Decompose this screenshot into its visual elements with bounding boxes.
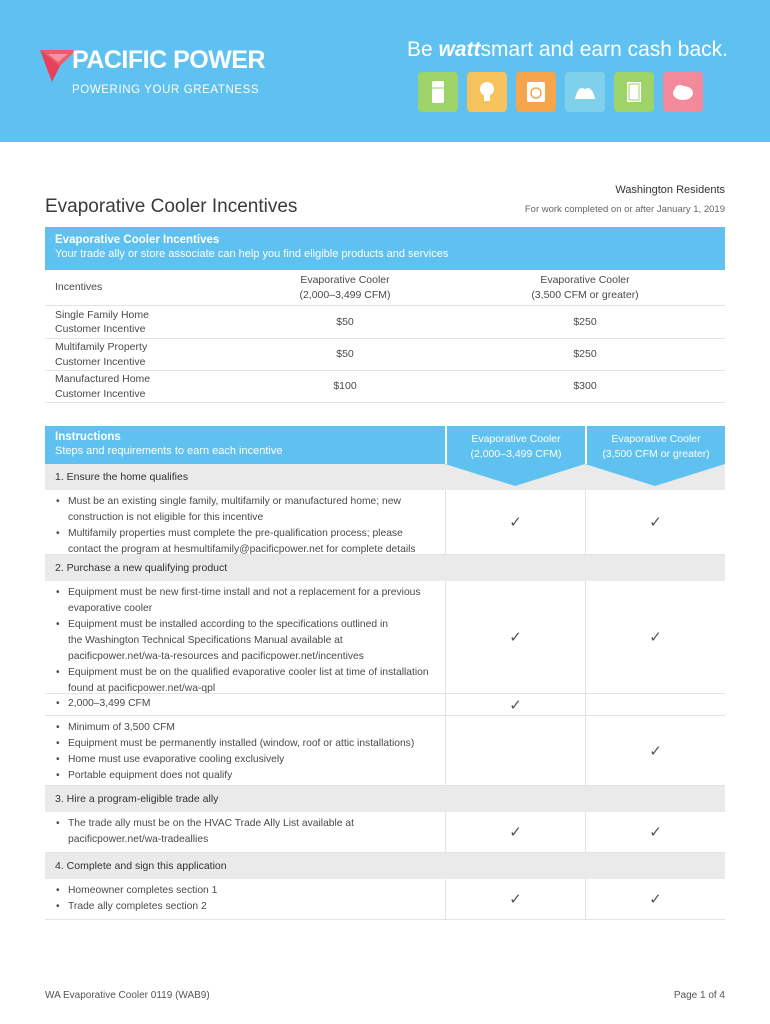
list-item: • Equipment must be on the qualified evaporative cooler list at time of installation found at pacificpower.net/wa-qpl	[55, 665, 435, 697]
check-icon: ✓	[445, 581, 585, 693]
list-item: • Equipment must be new first-time install and not a replacement for a previous evaporative cooler	[55, 585, 435, 617]
instructions-table	[45, 426, 725, 920]
cooling-icon	[565, 72, 605, 112]
step-1-header: 1. Ensure the home qualifies	[45, 464, 725, 490]
step-2-header: 2. Purchase a new qualifying product	[45, 555, 725, 581]
check-icon: ✓	[585, 716, 725, 785]
incentive-value: $50	[336, 348, 354, 361]
table-row: Single Family Home Customer Incentive $50 $250	[45, 306, 725, 339]
list-item: • 2,000–3,499 CFM	[55, 696, 435, 712]
promo-headline: Be wattsmart and earn cash back.	[407, 38, 728, 61]
list-item: • Portable equipment does not qualify	[55, 768, 435, 784]
incentive-value: $100	[333, 380, 357, 393]
audience-label: Washington Residents	[615, 184, 725, 196]
step-1-requirements	[45, 490, 725, 555]
list-item: • Home must use evaporative cooling exclusively	[55, 752, 435, 768]
col-incentives: Incentives	[55, 281, 103, 294]
col-small-cooler: Evaporative Cooler (2,000–3,499 CFM)	[445, 426, 585, 464]
program-icons	[418, 72, 703, 112]
col-small-cooler: Evaporative Cooler (2,000–3,499 CFM)	[299, 273, 391, 301]
incentives-table-header	[45, 227, 725, 270]
step-2-large-cfm	[45, 716, 725, 786]
list-item: • Multifamily properties must complete the pre-qualification process; please contact the program at hesmultifamily@pacificpower.net for complete details	[55, 526, 435, 558]
instructions-subheading: Steps and requirements to earn each incentive	[55, 445, 283, 457]
check-icon: ✓	[445, 879, 585, 919]
incentive-value: $250	[573, 348, 597, 361]
list-item: • The trade ally must be on the HVAC Trade Ally List available at pacificpower.net/wa-tradeallies	[55, 816, 435, 848]
incentive-value: $50	[336, 315, 354, 328]
brand-tagline: POWERING YOUR GREATNESS	[72, 84, 260, 96]
table-row: Manufactured Home Customer Incentive $100 $300	[45, 371, 725, 403]
instructions-heading: Instructions	[55, 431, 121, 443]
incentives-table	[45, 227, 725, 403]
check-icon: ✓	[585, 812, 725, 852]
insulation-icon	[663, 72, 703, 112]
check-icon: ✓	[445, 490, 585, 554]
check-icon: ✓	[585, 581, 725, 693]
incentives-column-headers	[45, 270, 725, 306]
work-date-note: For work completed on or after January 1, 2019	[524, 204, 725, 215]
list-item: • Equipment must be installed according to the specifications outlined in the Washington Technical Specifications Manual available at pacificpower.net/wa-ta-resources and pacificpower.net/incentives	[55, 617, 435, 665]
list-item: • Trade ally completes section 2	[55, 899, 435, 915]
lightbulb-icon	[467, 72, 507, 112]
page-number: Page 1 of 4	[673, 990, 725, 1001]
incentives-subheading: Your trade ally or store associate can help you find eligible products and services	[55, 248, 449, 260]
check-icon: ✓	[585, 490, 725, 554]
step-3-header: 3. Hire a program-eligible trade ally	[45, 786, 725, 812]
list-item: • Equipment must be permanently installed (window, roof or attic installations)	[55, 736, 435, 752]
check-icon: ✓	[445, 694, 585, 715]
col-large-cooler: Evaporative Cooler (3,500 CFM or greater)	[531, 273, 639, 301]
header-banner	[0, 0, 770, 142]
washer-icon	[516, 72, 556, 112]
incentive-value: $250	[573, 315, 597, 328]
form-id: WA Evaporative Cooler 0119 (WAB9)	[45, 990, 210, 1001]
brand-name: PACIFIC POWER	[72, 46, 266, 74]
list-item: • Must be an existing single family, multifamily or manufactured home; new construction is not eligible for this incentive	[55, 494, 435, 526]
check-icon: ✓	[445, 812, 585, 852]
col-large-cooler: Evaporative Cooler (3,500 CFM or greater)	[585, 426, 725, 464]
step-3-requirements	[45, 812, 725, 853]
list-item: • Homeowner completes section 1	[55, 883, 435, 899]
step-2-requirements	[45, 581, 725, 694]
incentives-heading: Evaporative Cooler Incentives	[55, 234, 220, 246]
step-4-header: 4. Complete and sign this application	[45, 853, 725, 879]
check-icon: ✓	[585, 879, 725, 919]
step-4-requirements	[45, 879, 725, 920]
step-2-small-cfm	[45, 694, 725, 716]
instructions-table-header	[45, 426, 725, 464]
list-item: • Minimum of 3,500 CFM	[55, 720, 435, 736]
incentive-value: $300	[573, 380, 597, 393]
page-title: Evaporative Cooler Incentives	[45, 196, 298, 217]
table-row: Multifamily Property Customer Incentive $50 $250	[45, 339, 725, 371]
fridge-icon	[418, 72, 458, 112]
window-icon	[614, 72, 654, 112]
